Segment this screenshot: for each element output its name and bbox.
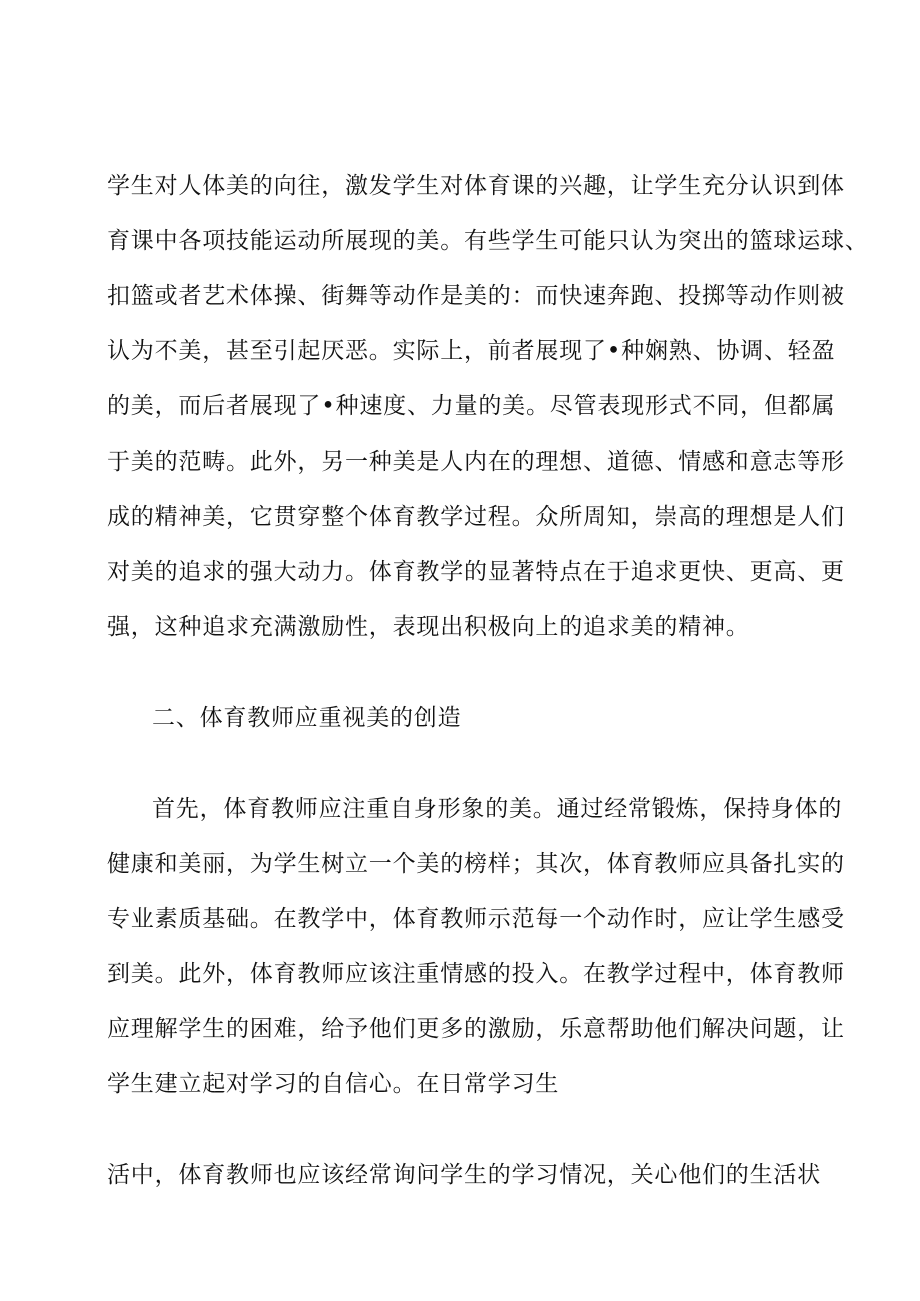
paragraph-line: 健康和美丽，为学生树立一个美的榜样；其次，体育教师应具备扎实的 [107,851,845,877]
paragraph-line: 的美，而后者展现了•种速度、力量的美。尽管表现形式不同，但都属 [107,393,836,419]
paragraph-line: 认为不美，甚至引起厌恶。实际上，前者展现了•种娴熟、协调、轻盈 [107,338,836,364]
paragraph-line: 于美的范畴。此外，另一种美是人内在的理想、道德、情感和意志等形 [107,449,845,475]
paragraph-line: 扣篮或者艺术体操、街舞等动作是美的：而快速奔跑、投掷等动作则被 [107,283,845,309]
paragraph-line: 强，这种追求充满激励性，表现出积极向上的追求美的精神。 [107,614,750,640]
paragraph-line: 学生建立起对学习的自信心。在日常学习生 [107,1071,560,1097]
paragraph-line: 成的精神美，它贯穿整个体育教学过程。众所周知，崇高的理想是人们 [107,504,845,530]
paragraph-line: 首先，体育教师应注重自身形象的美。通过经常锻炼，保持身体的 [152,796,843,822]
paragraph-line: 对美的追求的强大动力。体育教学的显著特点在于追求更快、更高、更 [107,559,845,585]
section-heading: 二、体育教师应重视美的创造 [152,705,462,731]
paragraph-line: 到美。此外，体育教师应该注重情感的投入。在教学过程中，体育教师 [107,961,845,987]
paragraph-line: 应理解学生的困难，给予他们更多的激励，乐意帮助他们解决问题，让 [107,1016,845,1042]
paragraph-line: 育课中各项技能运动所展现的美。有些学生可能只认为突出的篮球运球、 [107,228,869,254]
paragraph-line: 专业素质基础。在教学中，体育教师示范每一个动作时，应让学生感受 [107,906,845,932]
paragraph-line: 活中，体育教师也应该经常询问学生的学习情况，关心他们的生活状 [107,1162,821,1188]
paragraph-line: 学生对人体美的向往，激发学生对体育课的兴趣，让学生充分认识到体 [107,173,845,199]
